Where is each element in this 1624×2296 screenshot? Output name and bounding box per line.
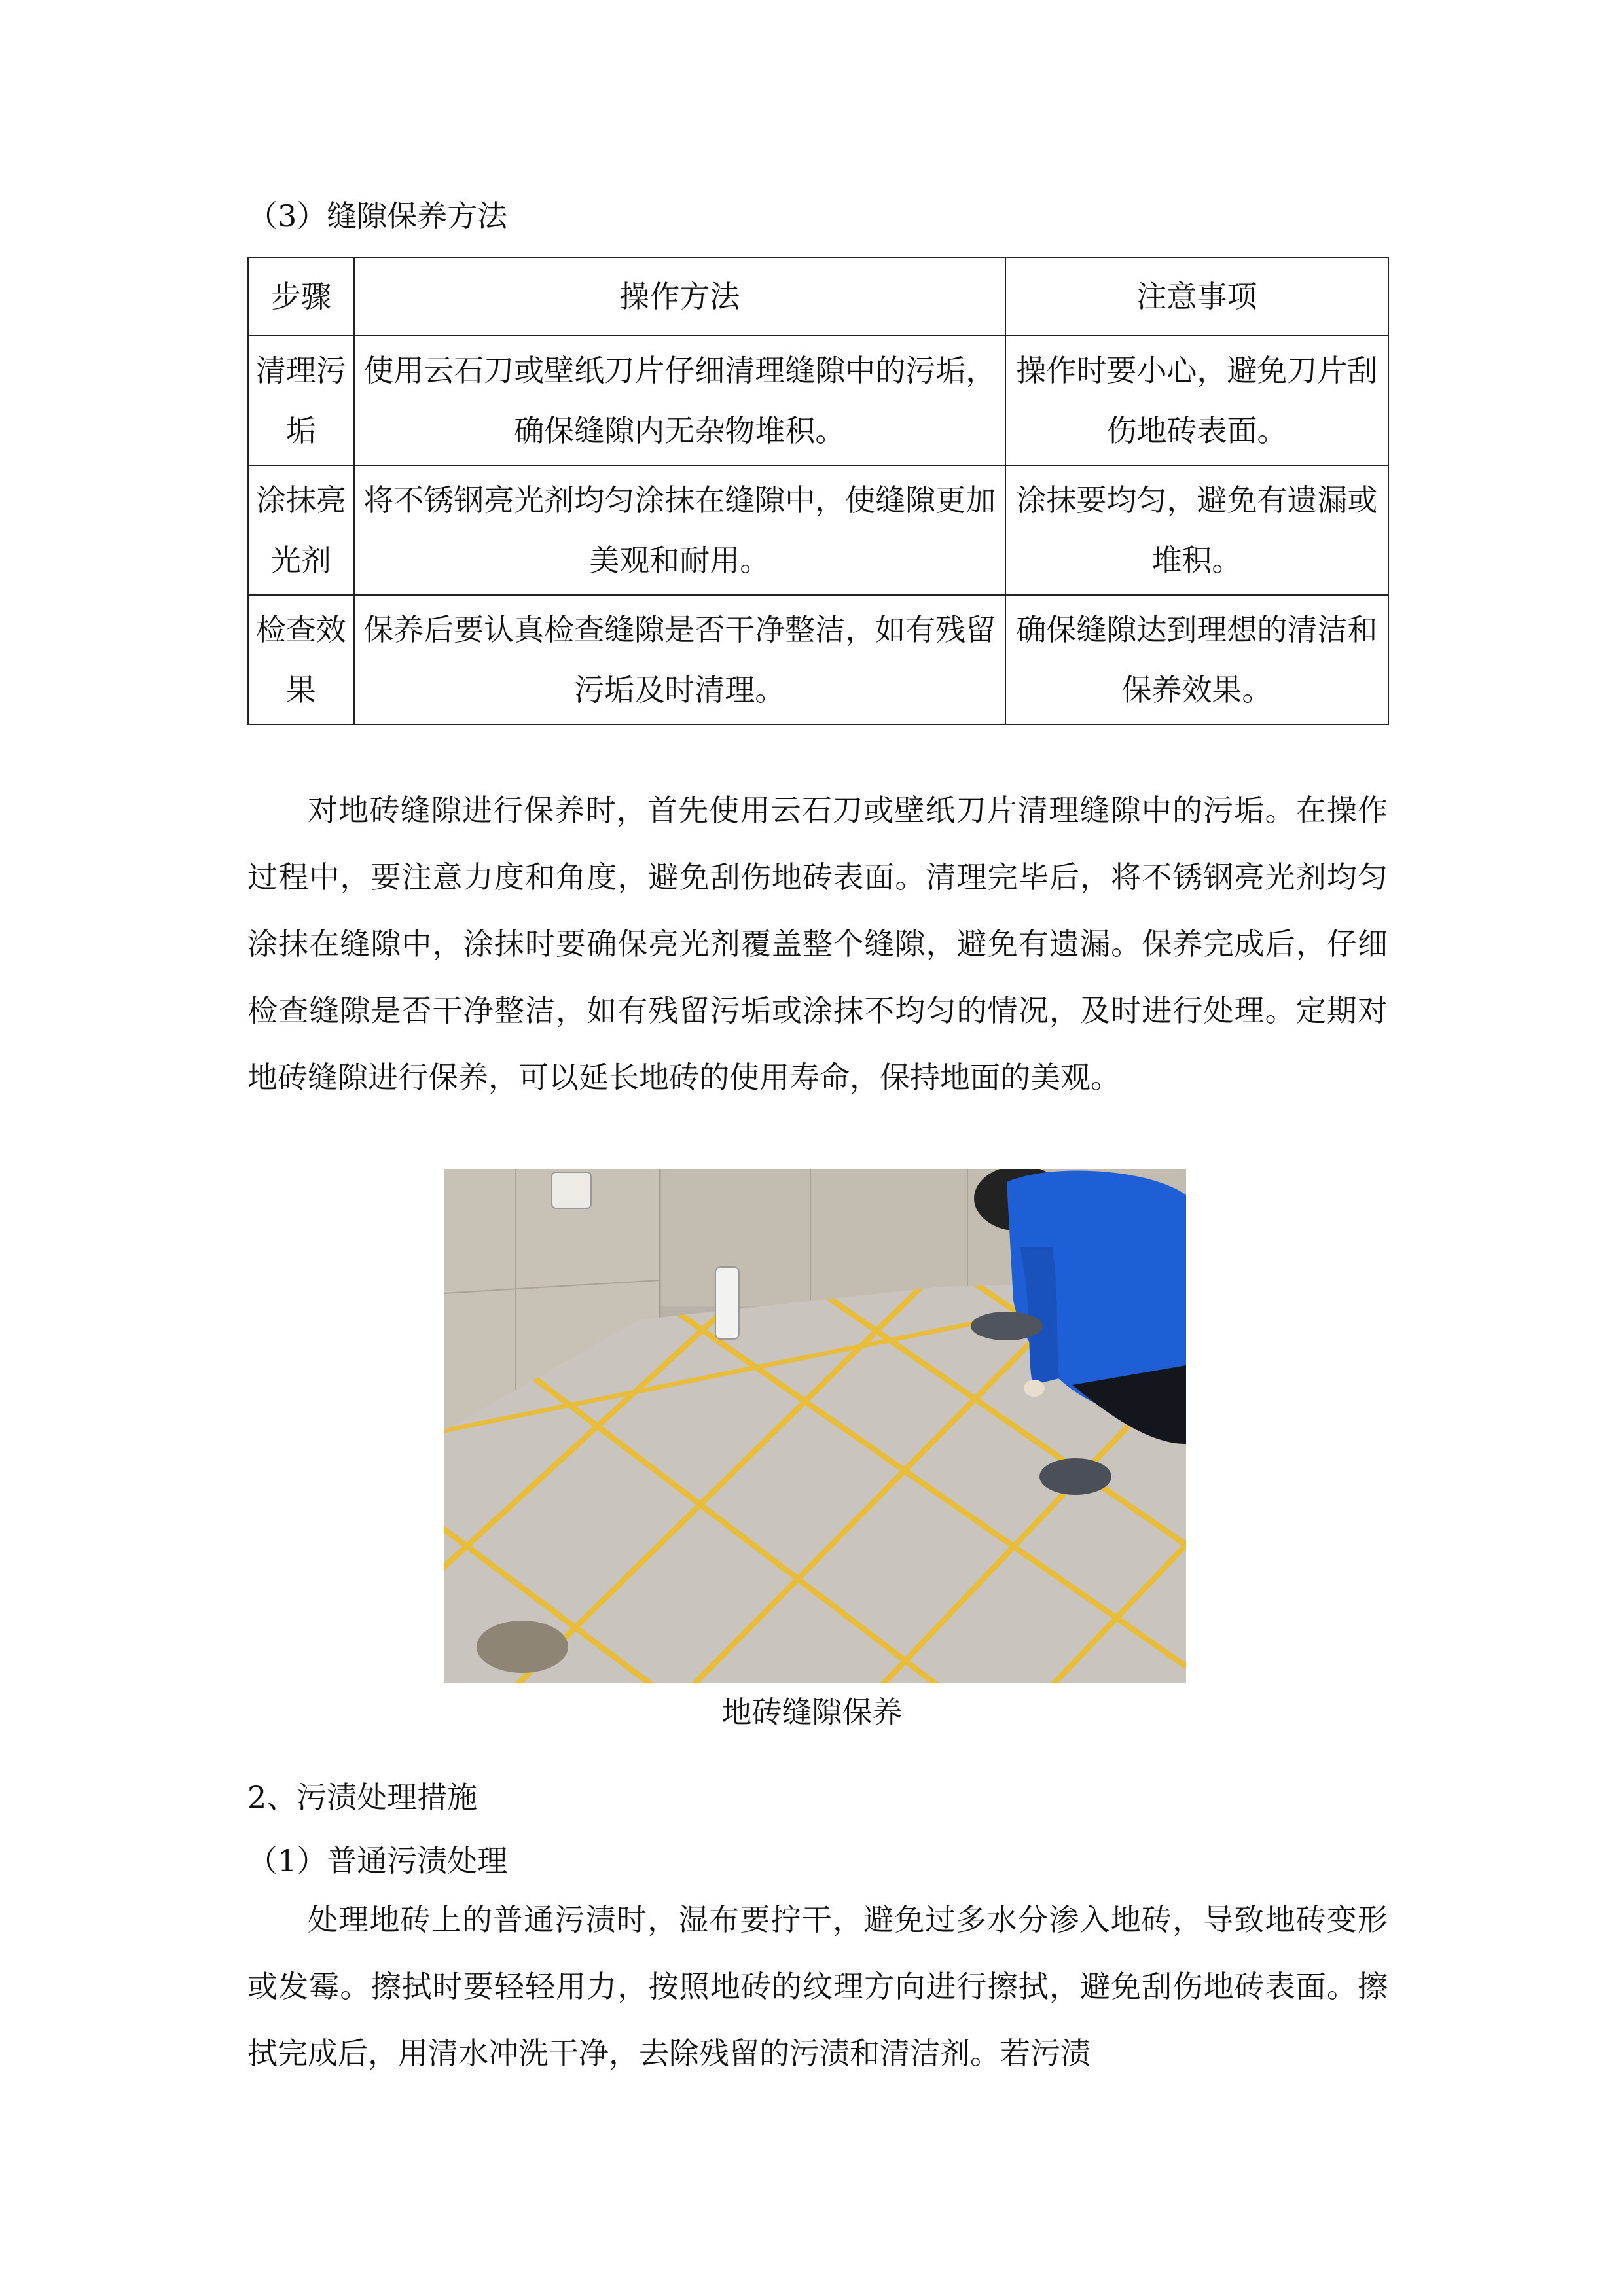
row-note: 确保缝隙达到理想的清洁和保养效果。 bbox=[1005, 595, 1388, 725]
row-step: 检查效果 bbox=[248, 595, 354, 725]
header-method: 操作方法 bbox=[354, 257, 1005, 336]
section-3-title: （3）缝隙保养方法 bbox=[247, 198, 508, 234]
subsection-1-title: （1）普通污渍处理 bbox=[247, 1843, 508, 1878]
maintenance-steps-table bbox=[247, 257, 1389, 725]
section-2-title: 2、污渍处理措施 bbox=[247, 1780, 478, 1815]
table-row bbox=[248, 595, 1388, 725]
wall-outlet bbox=[552, 1172, 591, 1208]
paragraph-grout-maintenance: 对地砖缝隙进行保养时，首先使用云石刀或壁纸刀片清理缝隙中的污垢。在操作过程中，要注意力度和角度，避免刮伤地砖表面。清理完毕后，将不锈钢亮光剂均匀涂抹在缝隙中，涂抹时要确保亮光剂覆盖整个缝隙，避免有遗漏。保养完成后，仔细检查缝隙是否干净整洁，如有残留污垢或涂抹不均匀的情况，及时进行处理。定期对地砖缝隙进行保养，可以延长地砖的使用寿命，保持地面的美观。 bbox=[247, 793, 1388, 1095]
row-method: 将不锈钢亮光剂均匀涂抹在缝隙中，使缝隙更加美观和耐用。 bbox=[354, 465, 1005, 595]
drain-pipe bbox=[715, 1267, 739, 1339]
table-header-row bbox=[248, 257, 1388, 336]
row-method: 使用云石刀或壁纸刀片仔细清理缝隙中的污垢，确保缝隙内无杂物堆积。 bbox=[354, 336, 1005, 465]
row-note: 涂抹要均匀，避免有遗漏或堆积。 bbox=[1005, 465, 1388, 595]
table-row bbox=[248, 465, 1388, 595]
row-step: 清理污垢 bbox=[248, 336, 354, 465]
header-note: 注意事项 bbox=[1005, 257, 1388, 336]
row-step: 涂抹亮光剂 bbox=[248, 465, 354, 595]
table-row bbox=[248, 336, 1388, 465]
paragraph-stain-handling: 处理地砖上的普通污渍时，湿布要拧干，避免过多水分渗入地砖，导致地砖变形或发霉。擦拭时要轻轻用力，按照地砖的纹理方向进行擦拭，避免刮伤地砖表面。擦拭完成后，用清水冲洗干净，去除残留的污渍和清洁剂。若污渍 bbox=[247, 1902, 1388, 2071]
figure-caption: 地砖缝隙保养 bbox=[721, 1695, 903, 1730]
grout-maintenance-photo bbox=[444, 1169, 1186, 1683]
row-method: 保养后要认真检查缝隙是否干净整洁，如有残留污垢及时清理。 bbox=[354, 595, 1005, 725]
row-note: 操作时要小心，避免刀片刮伤地砖表面。 bbox=[1005, 336, 1388, 465]
floor-drain bbox=[477, 1621, 568, 1673]
header-step: 步骤 bbox=[248, 257, 354, 336]
